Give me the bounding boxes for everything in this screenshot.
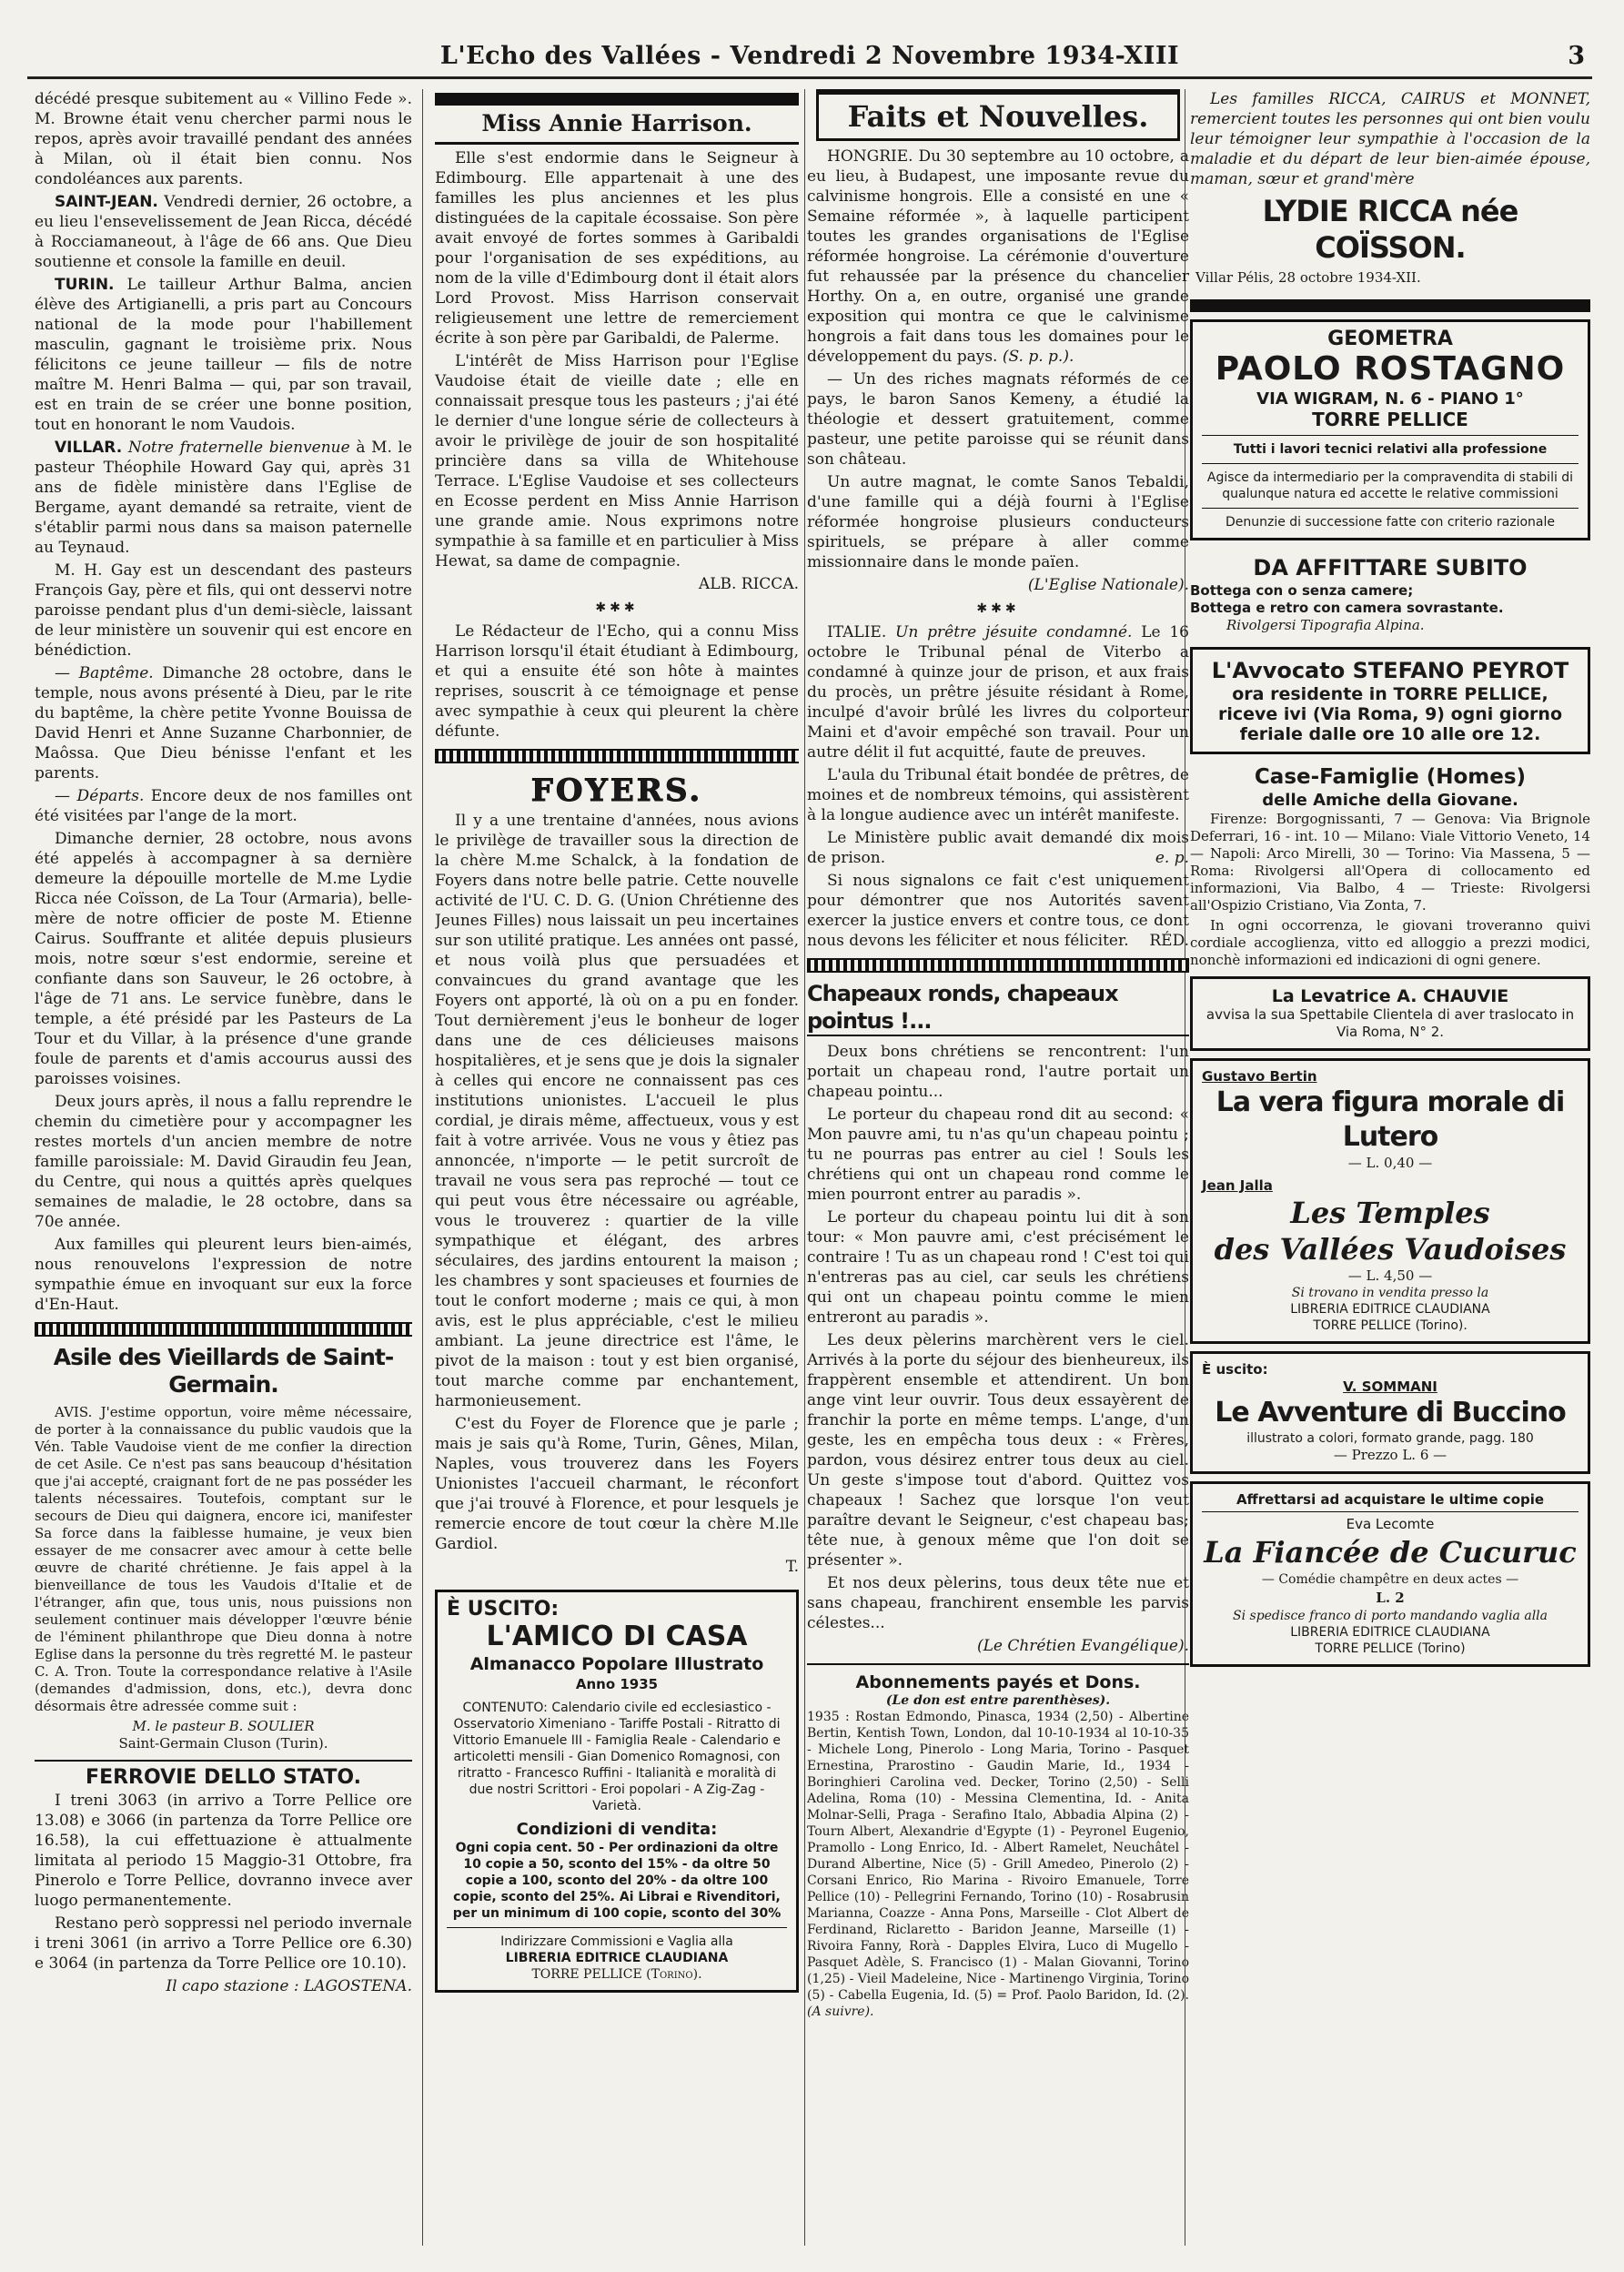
- harrison-heading: Miss Annie Harrison.: [481, 110, 752, 136]
- separator-stars: ✱✱✱: [976, 601, 1020, 616]
- column-4: [1190, 89, 1590, 2246]
- article-text: Dimanche dernier, 28 octobre, nous avons été appelés à accompagner à sa dernière demeure la dépouille mortelle de M.me Lydie Ricca née Coïsson, de La Tour (Armaria), belle-mère de notre officier de poste M. Etienne Cairus. Souffrante et alitée depuis plusieurs mois, notre sœur s'est endormie, sereine et confiante dans son Sauveur, le 26 octobre, à l'âge de 71 ans. Le service funèbre, dans le temple, a été présidé par les Pasteurs de La Tour et du Villar, à la présence d'une grande foule de parents et d'amis accourus aussi des paroisses voisines.: [35, 830, 412, 1088]
- amico-di-casa-ad: [435, 1590, 799, 1993]
- asile-text: AVIS. J'estime opportun, voire même nécessaire, de porter à la connaissance du public vaudois que la Vén. Table Vaudoise vient de me confier la direction de cet Asile. Ce n'est pas sans beaucoup d'hésitation que j'ai accepté, craignant fort de ne pas posséder les talents nécessaires. Toutefois, comptant sur le secours de Dieu qui daignera, encore ici, manifester Sa force dans la faiblesse humaine, je veux bien essayer de me consacrer avec amour à cette belle œuvre de charité chrétienne. Je fais appel à la bienveillance de tous les Vaudois d'Italie et de l'étranger, afin que, tous unis, nous puissions non seulement continuer mais développer l'œuvre bénie de l'éminent philanthrope que Dieu donna à notre Eglise dans la personne du très regretté M. le pasteur C. A. Tron. Toute la correspondance relative à l'Asile (demandes d'admission, dons, etc.), devra donc désormais être adressée comme suit :: [35, 1404, 412, 1714]
- asile-signature-name: M. le pasteur B. SOULIER: [132, 1718, 315, 1734]
- ad-publisher: LIBRERIA EDITRICE CLAUDIANA: [1290, 1625, 1490, 1640]
- chapeaux-text: Deux bons chrétiens se rencontrent: l'un portait un chapeau rond, l'autre portait un chapeau pointu...: [807, 1043, 1189, 1101]
- ferrovie-heading: FERROVIE DELLO STATO.: [86, 1766, 361, 1789]
- article-text: L'aula du Tribunal était bondée de prêtres, de moines et de nombreux témoins, qui assistèrent à la longue audience avec un intérêt manifeste.: [807, 766, 1189, 824]
- source-attribution: (L'Eglise Nationale).: [1027, 576, 1189, 594]
- remerciement-text: Les familles RICCA, CAIRUS et MONNET, remercient toutes les personnes qui ont bien voulu leur témoigner leur sympathie à l'occasion de la maladie et du départ de leur bien-aimée épouse, maman, sœur et grand'mère: [1190, 90, 1590, 188]
- book-subtitle: — Comédie champêtre en deux actes —: [1261, 1572, 1519, 1587]
- geometra-ad: [1190, 319, 1590, 540]
- ferrovie-text: I treni 3063 (in arrivo a Torre Pellice ore 13.08) e 3066 (in partenza da Torre Pellice ore 16.58), la cui effettuazione è attualmente limitata al periodo 15 Maggio-31 Ottobre, fra Pinerolo e Torre Pellice, dovranno invece aver luogo permanentemente.: [35, 1792, 412, 1910]
- affittare-ad: [1190, 553, 1590, 634]
- levatrice-ad: [1190, 976, 1590, 1051]
- chapeaux-text: Le porteur du chapeau rond dit au second: « Mon pauvre ami, tu n'as qu'un chapeau pointu ; tu ne pourras pas entrer au ciel ! Souls les chrétiens qui ont un chapeau rond comme le mien pourront entrer au paradis ».: [807, 1106, 1189, 1204]
- book-title: Le Avventure di Buccino: [1215, 1397, 1566, 1429]
- abonnements-subheading: (Le don est entre parenthèses).: [885, 1693, 1111, 1708]
- masthead-title: L'Echo des Vallées - Vendredi 2 Novembre 1934-XIII: [439, 42, 1180, 70]
- article-text: M. H. Gay est un descendant des pasteurs François Gay, père et fils, qui ont desservi notre paroisse pendant plus d'un demi-siècle, laissant de leur ministère un souvenir qui est encore en bénédiction.: [35, 561, 412, 660]
- news-item-departs: — Départs. Encore deux de nos familles ont été visitées par l'ange de la mort.: [35, 787, 412, 825]
- ornamental-rule: [807, 958, 1189, 973]
- article-text: Si nous signalons ce fait c'est uniquement pour démontrer que nos Autorités savent exercer la justice envers et contre tous, ce dont nous devons les féliciter et nous féliciter. RÉD.: [807, 872, 1189, 950]
- ad-city: TORRE PELLICE (Torino): [1315, 1641, 1466, 1656]
- chapeaux-text: Les deux pèlerins marchèrent vers le ciel. Arrivés à la porte du séjour des bienheureux, ils frappèrent ensemble et attendirent. Un bon ange vint leur ouvrir. Tous deux essayèrent de franchir la porte en même temps. L'ange, d'un geste, les en empêcha tous deux : « Frères, pardon, vous désirez entrer tous deux au ciel. Un geste s'impose tout d'abord. Quittez vos chapeaux ! Sachez que lorsque l'on veut paraître devant le Seigneur, c'est chapeau bas; tête nue, à genoux même que l'on doit se présenter ».: [807, 1331, 1189, 1570]
- ad-subtitle: delle Amiche della Giovane.: [1262, 791, 1518, 810]
- book-price: — Prezzo L. 6 —: [1333, 1447, 1447, 1463]
- book-author: V. SOMMANI: [1343, 1378, 1437, 1395]
- redacteur-note: Le Rédacteur de l'Echo, qui a connu Miss Harrison lorsqu'il était étudiant à Edimbourg, et qui a ensuite été son hôte à maintes reprises, souscrit à ce témoignage et pense avec sympathie à ceux qui pleurent la chère défunte.: [435, 622, 799, 741]
- book-title: La vera figura morale di Lutero: [1215, 1086, 1565, 1153]
- harrison-text: Elle s'est endormie dans le Seigneur à Edimbourg. Elle appartenait à une des familles les plus anciennes et les plus distinguées de la capitale écossaise. Son père avait envoyé de fortes sommes à Garibaldi pour l'organisation de ses expéditions, au nom de la ville d'Edimbourg dont il était alors Lord Provost. Miss Harrison conservait religieusement une lettre de remerciement écrite à son père par Garibaldi, de Palerme.: [435, 149, 799, 348]
- ad-line: Rivolgersi Tipografia Alpina.: [1226, 617, 1425, 633]
- ad-address: VIA WIGRAM, N. 6 - PIANO 1°: [1256, 389, 1524, 409]
- book-price: — L. 0,40 —: [1347, 1155, 1433, 1171]
- ad-line: Tutti i lavori tecnici relativi alla professione: [1233, 442, 1548, 457]
- news-item-hongrie: HONGRIE. Du 30 septembre au 10 octobre, a eu lieu, à Budapest, une imposante revue du calvinisme hongrois. Elle a consisté en une « Semaine réformée », à laquelle participent toutes les grandes organisations de l'Eglise réformée hongroise. La cérémonie d'ouverture fut rehaussée par la présence du chancelier Horthy. On a, en outre, organisé une grande exposition qui montra ce que le calvinisme hongrois a fait dans tous les domaines pour le développement du pays. (S. p. p.).: [807, 147, 1189, 366]
- chapeaux-heading: Chapeaux ronds, chapeaux pointus !...: [807, 980, 1189, 1036]
- ad-line: Bottega e retro con camera sovrastante.: [1190, 600, 1504, 616]
- ad-label: GEOMETRA: [1327, 328, 1453, 350]
- remerciement-name: LYDIE RICCA née COÏSSON.: [1262, 194, 1518, 265]
- book-title: Les Temples: [1290, 1196, 1490, 1230]
- book-author: Eva Lecomte: [1346, 1516, 1435, 1532]
- foyers-signature: T.: [785, 1558, 799, 1576]
- ad-line: Si spedisce franco di porto mandando vaglia alla: [1232, 1609, 1548, 1623]
- ad-city: TORRE PELLICE (Torino).: [1313, 1318, 1468, 1333]
- news-item-bapteme: — Baptême. Dimanche 28 octobre, dans le temple, nous avons présenté à Dieu, par le rite du baptême, la chère petite Yvonne Bouissa de David Henri et Anne Suzanne Charbonnier, de Maôssa. Que Dieu bénisse l'enfant et les parents.: [35, 664, 412, 783]
- article-text: Le Ministère public avait demandé dix mois de prison. e. p.: [807, 829, 1189, 867]
- news-item-villar: VILLAR. Notre fraternelle bienvenue à M. le pasteur Théophile Howard Gay qui, après 31 ans de fidèle ministère dans l'Eglise de Bergame, ayant demandé sa retraite, vient de s'établir parmi nous dans sa maison paternelle au Teynaud.: [35, 439, 412, 557]
- page-number: 3: [1568, 42, 1585, 70]
- ad-text: Firenze: Borgognissanti, 7 — Genova: Via Brignole Deferrari, 16 - int. 10 — Milano: Viale Vittorio Veneto, 14 — Napoli: Arco Mirelli, 30 — Torino: Via Massena, 5 — Roma: Rivolgersi all'Opera di collocamento ed informazioni, Via Balbo, 4 — Trieste: Rivolgersi all'Ospizio Cristiano, Via Zonta, 7.: [1190, 811, 1590, 914]
- ad-label: Affrettarsi ad acquistare le ultime copie: [1202, 1491, 1579, 1512]
- faits-heading: Faits et Nouvelles.: [816, 89, 1180, 141]
- source-attribution: (Le Chrétien Evangélique).: [976, 1637, 1189, 1655]
- masthead: [27, 40, 1592, 79]
- case-famiglie-ad: [1190, 763, 1590, 969]
- ad-line: feriale dalle ore 10 alle ore 12.: [1239, 724, 1541, 744]
- harrison-signature: ALB. RICCA.: [698, 575, 799, 593]
- harrison-text: L'intérêt de Miss Harrison pour l'Eglise Vaudoise était de vieille date ; elle en connaissait presque tous les pasteurs ; j'ai été le dernier d'une longue série de collecteurs à avoir le privilège de jouir de son hospitalité princière dans sa villa de Whitehouse Terrace. L'Eglise Vaudoise et ses collecteurs en Ecosse perdent en Miss Annie Harrison une grande amie. Nous exprimons notre sympathie à sa famille et en particulier à Miss Hewat, sa dame de compagnie.: [435, 352, 799, 571]
- column-divider: [422, 89, 423, 2246]
- article-text: Aux familles qui pleurent leurs bien-aimés, nous renouvelons l'expression de notre sympathie émue en invoquant sur eux la force d'En-Haut.: [35, 1236, 412, 1314]
- ad-label: È uscito:: [1202, 1361, 1268, 1378]
- foyers-heading: FOYERS.: [530, 772, 703, 809]
- ad-conditions-title: Condizioni di vendita:: [516, 1820, 718, 1839]
- avvocato-ad: [1190, 647, 1590, 754]
- ferrovie-text: Restano però soppressi nel periodo invernale i treni 3061 (in arrivo a Torre Pellice ore 6.30) e 3064 (in partenza da Torre Pellice ore 10.10).: [35, 1914, 412, 1973]
- abonnements-heading: Abonnements payés et Dons.: [855, 1672, 1141, 1692]
- ad-subtitle: Almanacco Popolare Illustrato: [469, 1654, 764, 1674]
- ad-line: Denunzie di successione fatte con criterio razionale: [1225, 515, 1556, 530]
- foyers-text: C'est du Foyer de Florence que je parle ; mais je sais qu'à Rome, Turin, Gênes, Milan, Naples, vous trouverez dans les Foyers Unionistes l'accueil charmant, le réconfort que j'ai trouvé à Florence, et pour lesquels je remercie encore de tout cœur la chère M.lle Gardiol.: [435, 1415, 799, 1553]
- news-item-saint-jean: SAINT-JEAN. Vendredi dernier, 26 octobre, a eu lieu l'ensevelissement de Jean Ricca, décédé à Rocciamaneout, à l'âge de 66 ans. Que Dieu soutienne et console la famille en deuil.: [35, 193, 412, 271]
- heading-bar: [1190, 299, 1590, 312]
- ad-line: Bottega con o senza camere;: [1190, 582, 1414, 599]
- ornamental-rule: [35, 1322, 412, 1337]
- book-author: Jean Jalla: [1202, 1177, 1273, 1194]
- book-author: Gustavo Bertin: [1202, 1068, 1317, 1085]
- ad-address: Indirizzare Commissioni e Vaglia alla: [500, 1934, 733, 1949]
- news-item-turin: TURIN. Le tailleur Arthur Balma, ancien élève des Artigianelli, a pris part au Concours national de la mode pour l'habillement masculin, gagnant le troisième prix. Nous félicitons ce jeune tailleur — fils de notre maître M. Henri Balma — qui, par son travail, est en train de se créer une bonne position, tout en honorant le nom Vaudois.: [35, 276, 412, 434]
- article-text: décédé presque subitement au « Villino Fede ». M. Browne était venu chercher parmi nous le repos, après avoir travaillé pendant des années à Milan, où il était bien connu. Nos condoléances aux parents.: [35, 90, 412, 188]
- ad-label: È USCITO:: [447, 1598, 560, 1621]
- ad-text: In ogni occorrenza, le giovani troveranno quivi cordiale accoglienza, vitto ed alloggio a prezzi modici, nonchè informazioni ed indicazioni di ogni genere.: [1190, 917, 1590, 968]
- book-title: des Vallées Vaudoises: [1214, 1232, 1567, 1267]
- ad-conditions: Ogni copia cent. 50 - Per ordinazioni da oltre 10 copie a 50, sconto del 15% - da oltre 50 copie a 100, sconto del 20% - da oltre 100 copie, sconto del 25%. Ai Librai e Rivenditori, per un minimum di 100 copie, sconto del 30%: [452, 1841, 782, 1921]
- ornamental-rule: [435, 749, 799, 763]
- chapeaux-text: Le porteur du chapeau pointu lui dit à son tour: « Mon pauvre ami, c'est précisément le contraire ! Tu as un chapeau rond ! C'est toi qui n'entreras pas au ciel, car seuls les chrétiens qui ont un chapeau pointu comme le mien entreront au paradis ».: [807, 1208, 1189, 1327]
- column-divider: [804, 89, 805, 2246]
- ad-line: Agisce da intermediario per la compravendita di stabili di qualunque natura ed accette le relative commissioni: [1206, 470, 1574, 501]
- remerciement-place-date: Villar Pélis, 28 octobre 1934-XII.: [1195, 269, 1421, 286]
- ad-city: TORRE PELLICE: [1312, 409, 1468, 430]
- ad-year: Anno 1935: [575, 1676, 659, 1692]
- chapeaux-text: Et nos deux pèlerins, tous deux tête nue et sans chapeau, franchirent ensemble les parvis célestes...: [807, 1574, 1189, 1632]
- ad-publisher: LIBRERIA EDITRICE CLAUDIANA: [1290, 1302, 1490, 1317]
- ad-title: L'AMICO DI CASA: [486, 1621, 748, 1652]
- ad-name: L'Avvocato STEFANO PEYROT: [1211, 658, 1569, 683]
- book-description: illustrato a colori, formato grande, pagg. 180: [1246, 1431, 1534, 1446]
- abonnements-list: 1935 : Rostan Edmondo, Pinasca, 1934 (2,50) - Albertine Bertin, Kentish Town, London, dal 10-10-1934 al 10-10-35 - Michele Long, Pinerolo - Long Maria, Torino - Pasquet Ernestina, Prarostino - Gaudin Marie, Id., 1934 - Boringhieri Carolina ved. Decker, Torino (2,50) - Selli Adelina, Roma (10) - Messina Clementina, Id. - Anita Molnar-Selli, Praga - Serafino Italo, Abbadia Alpina (2) - Tourn Albert, Alexandrie d'Egypte (1) - Peyronel Eugenio, Pramollo - Long Enrico, Id. - Albert Ramelet, Neuchâtel - Durand Albertine, Nice (5) - Grill Amedeo, Pinerolo (2) - Corsani Enrico, Rio Marina - Rivoiro Emanuele, Torre Pellice (10) - Pellegrini Fernando, Torino (10) - Rosabrusin Marianna, Coazze - Anna Pons, Marseille - Clot Albert de Ferdinand, Riclaretto - Baridon Jeanne, Marseille (1) - Rivoira Fanny, Rorà - Dapples Elvira, Luco di Mugello - Pasquet Adèle, S. Francisco (1) - Malan Giovanni, Torino (1,25) - Vieil Madeleine, Nice - Martinengo Virginia, Torino (5) - Cabella Eugenia, Id. (5) = Prof. Paolo Baridon, Id. (2). (A suivre).: [807, 1710, 1189, 2019]
- article-text: Deux jours après, il nous a fallu reprendre le chemin du cimetière pour y accompagner les restes mortels d'un ancien membre de notre famille paroissiale: M. David Giraudin feu Jean, du Centre, qui nous a quittés après quelques semaines de maladie, le 28 octobre, dans sa 70e année.: [35, 1093, 412, 1231]
- cucuruc-ad: [1190, 1481, 1590, 1667]
- ad-line: ora residente in TORRE PELLICE,: [1232, 684, 1548, 704]
- column-3: [807, 89, 1189, 2246]
- ferrovie-signature: Il capo stazione : LAGOSTENA.: [166, 1977, 412, 1995]
- ad-title: Case-Famiglie (Homes): [1254, 765, 1527, 789]
- foyers-text: Il y a une trentaine d'années, nous avions le privilège de travailler sous la direction de la chère M.me Schalck, à la fondation de Foyers dans notre belle patrie. Cette nouvelle activité de l'U. C. D. G. (Union Chrétienne des Jeunes Filles) nous laissait un peu incertaines sur son utilité pratique. Les années ont passé, et nous voilà plus que persuadées et convaincues du grand avantage que les Foyers ont apporté, là où on a pu en fonder. Tout dernièrement j'eus le bonheur de loger dans une de ces délicieuses maisons hospitalières, et je sens que je dois la signaler à celles qui encore ne connaissent pas ces institutions unionistes. L'accueil le plus cordial, je dirais même, affectueux, vous y est fait à votre arrivée. Vous ne vous y êtiez pas annoncée, n'importe — le petit surcroît de travail ne vous sera pas reproché — tout ce qui peut vous être nécessaire ou agréable, vous le trouverez : quartier de la ville sympathique et élégant, des arbres séculaires, des jardins entourent la maison ; les chambres y sont spacieuses et fournies de tout le confort moderne ; mais ce qui, à mon avis, est le plus appréciable, c'est le milieu ambiant. La jeune directrice est l'âme, le pivot de la maison : tout y est bien organisé, tout marche comme par enchantement, harmonieusement.: [435, 812, 799, 1410]
- article-text: — Un des riches magnats réformés de ce pays, le baron Sanos Kemeny, a étudié la théologie et dessert gratuitement, comme pasteur, une petite paroisse qui se réunit dans son château.: [807, 370, 1189, 469]
- ad-publisher: LIBRERIA EDITRICE CLAUDIANA: [505, 1951, 729, 1965]
- column-2: [435, 89, 799, 2246]
- heading-bar: [435, 93, 799, 106]
- ad-title: DA AFFITTARE SUBITO: [1253, 555, 1528, 581]
- ad-title: La Levatrice A. CHAUVIE: [1271, 986, 1509, 1006]
- asile-signature-place: Saint-Germain Cluson (Turin).: [118, 1735, 328, 1752]
- ad-line: riceve ivi (Via Roma, 9) ogni giorno: [1217, 704, 1563, 724]
- book-price: — L. 4,50 —: [1347, 1267, 1433, 1284]
- column-1: [35, 89, 412, 2246]
- books-ad: [1190, 1058, 1590, 1344]
- asile-heading: Asile des Vieillards de Saint-Germain.: [53, 1344, 394, 1398]
- book-title: La Fiancée de Cucuruc: [1204, 1535, 1577, 1570]
- ad-city: TORRE PELLICE (Torino).: [531, 1967, 702, 1982]
- ad-contents: CONTENUTO: Calendario civile ed ecclesiastico - Osservatorio Ximeniano - Tariffe Postali - Ritratto di Vittorio Emanuele III - Famiglia Reale - Calendario e articoletti mensili - Gian Domenico Romagnosi, con ritratto - Francesco Ruffini - Italianità e moralità di due nostri Scrittori - Eroi popolari - A Zig-Zag - Varietà.: [453, 1701, 781, 1813]
- heading-rule: [435, 142, 799, 145]
- buccino-ad: [1190, 1351, 1590, 1474]
- news-item-italie: ITALIE. Un prêtre jésuite condamné. Le 16 octobre le Tribunal pénal de Viterbo a condamné à quinze jour de prison, et aux frais du procès, un prêtre jésuite résidant à Rome, inculpé d'avoir brûlé les livres du colporteur Maini et d'avoir empêché son travail. Pour un autre délit il fut acquitté, faute de preuves.: [807, 623, 1189, 762]
- ad-text: avvisa la sua Spettabile Clientela di aver traslocato in Via Roma, N° 2.: [1205, 1006, 1575, 1040]
- separator-stars: ✱✱✱: [595, 601, 639, 615]
- ad-line: Si trovano in vendita presso la: [1291, 1286, 1489, 1300]
- book-price: L. 2: [1376, 1590, 1405, 1606]
- article-text: Un autre magnat, le comte Sanos Tebaldi, d'une famille qui a déjà fourni à l'Eglise réformée hongroise plusieurs conducteurs spirituels, se prépare à aller comme missionnaire dans le monde païen.: [807, 473, 1189, 571]
- ad-name: PAOLO ROSTAGNO: [1215, 350, 1566, 388]
